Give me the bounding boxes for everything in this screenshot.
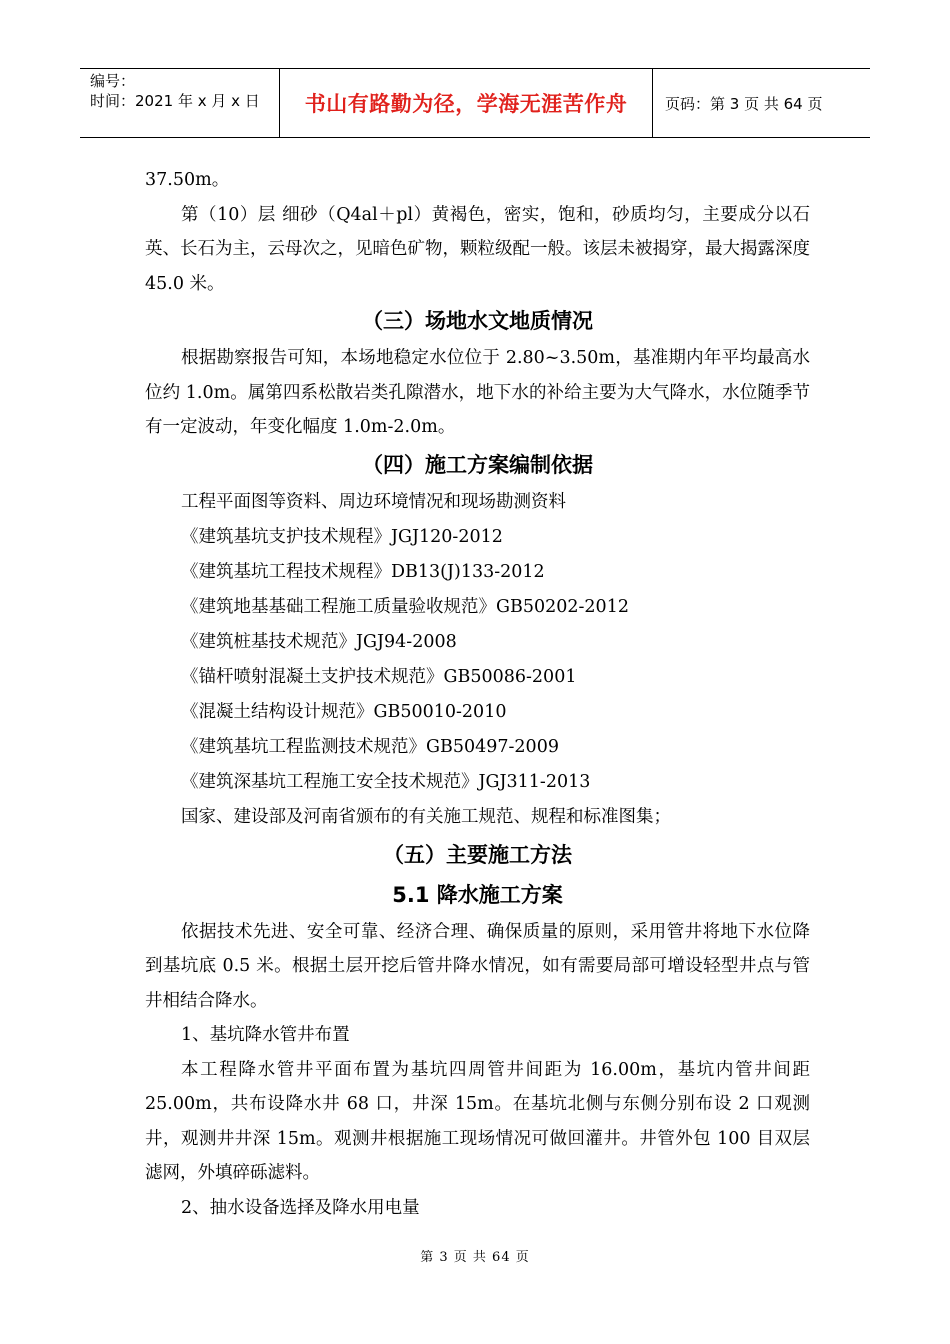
reference-item: 《建筑桩基技术规范》JGJ94-2008 — [181, 631, 457, 652]
reference-item: 《建筑深基坑工程施工安全技术规范》JGJ311-2013 — [181, 771, 591, 792]
paragraph: 根据勘察报告可知，本场地稳定水位位于 2.80~3.50m，基准期内年平均最高水位约 1.0m。属第四系松散岩类孔隙潜水，地下水的补给主要为大气降水，水位随季节有一定波动，年变化幅度 1.0m-2.0m。 — [145, 348, 810, 437]
header-meta — [80, 69, 280, 137]
reference-item: 《建筑基坑工程技术规程》DB13(J)133-2012 — [181, 561, 545, 582]
reference-item: 工程平面图等资料、周边环境情况和现场勘测资料 — [181, 491, 566, 512]
reference-list — [145, 485, 810, 835]
paragraph: 37.50m。 — [145, 170, 230, 190]
subsection-heading: 5.1 降水施工方案 — [392, 882, 563, 907]
paragraph: 依据技术先进、安全可靠、经济合理、确保质量的原则，采用管井将地下水位降到基坑底 0.5 米。根据土层开挖后管井降水情况，如有需要局部可增设轻型井点与管井相结合降水。 — [145, 921, 810, 1011]
document-body — [145, 163, 810, 1225]
header-page-info: 页码：第 3 页 共 64 页 — [665, 94, 823, 113]
reference-item: 《建筑基坑工程监测技术规范》GB50497-2009 — [181, 736, 559, 757]
section-heading: （三）场地水文地质情况 — [362, 309, 593, 333]
list-item: 2、抽水设备选择及降水用电量 — [181, 1197, 420, 1218]
header-motto: 书山有路勤为径，学海无涯苦作舟 — [280, 69, 653, 137]
doc-time-label: 时间：2021 年 x 月 x 日 — [90, 92, 260, 110]
section-heading: （五）主要施工方法 — [383, 842, 572, 867]
reference-item: 《锚杆喷射混凝土支护技术规范》GB50086-2001 — [181, 666, 577, 687]
doc-number-label: 编号： — [90, 72, 136, 90]
reference-item: 《建筑地基基础工程施工质量验收规范》GB50202-2012 — [181, 596, 629, 617]
reference-item: 《混凝土结构设计规范》GB50010-2010 — [181, 701, 507, 722]
reference-item: 《建筑基坑支护技术规程》JGJ120-2012 — [181, 526, 503, 547]
paragraph: 本工程降水管井平面布置为基坑四周管井间距为 16.00m，基坑内管井间距 25.00m，共布设降水井 68 口，井深 15m。在基坑北侧与东侧分别布设 2 口观测井，观测井井深 15m。观测井根据施工现场情况可做回灌井。井管外包 100 目双层滤网，外填碎砾滤料。 — [145, 1059, 810, 1183]
list-item: 1、基坑降水管井布置 — [181, 1025, 350, 1045]
section-heading: （四）施工方案编制依据 — [362, 452, 593, 477]
reference-item: 国家、建设部及河南省颁布的有关施工规范、规程和标准图集； — [181, 806, 671, 827]
page-header — [80, 68, 870, 138]
page-footer: 第 3 页 共 64 页 — [420, 1250, 530, 1265]
paragraph: 第（10）层 细砂（Q4al＋pl）黄褐色，密实，饱和，砂质均匀，主要成分以石英、长石为主，云母次之，见暗色矿物，颗粒级配一般。该层未被揭穿，最大揭露深度 45.0 米。 — [145, 204, 810, 294]
